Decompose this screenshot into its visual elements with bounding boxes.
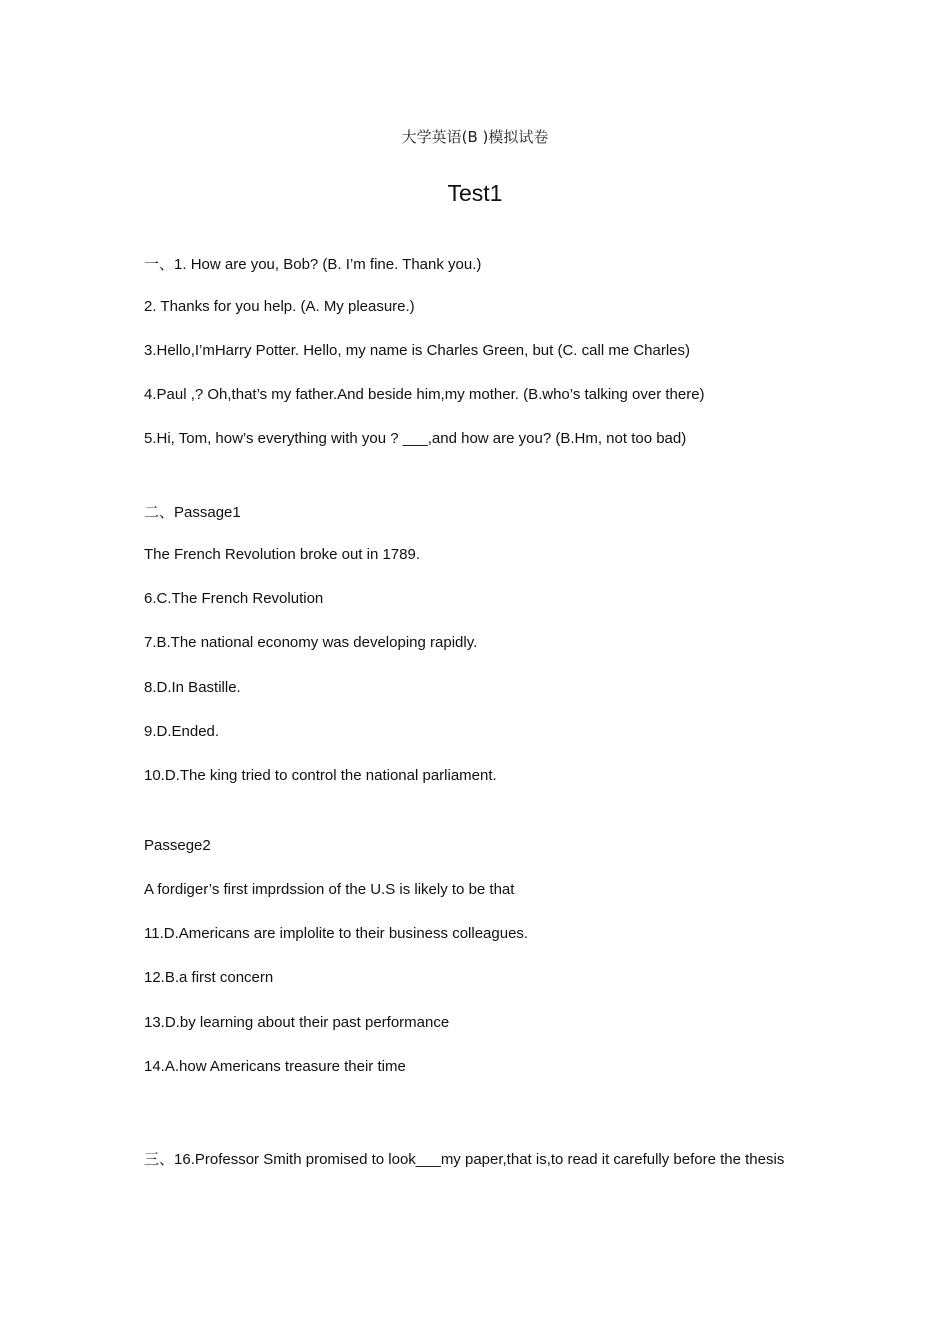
passage1-line-1: The French Revolution broke out in 1789.: [144, 546, 420, 563]
passage2-line-2: 11.D.Americans are implolite to their business colleagues.: [144, 925, 529, 942]
passage2-label: Passege2: [144, 837, 211, 854]
section3-item-16: [144, 1148, 784, 1169]
section1-item-5: 5.Hi, Tom, how’s everything with you ? ___,and how are you? (B.Hm, not too bad): [144, 430, 687, 447]
passage1-heading: [144, 501, 241, 522]
passage1-line-2: 6.C.The French Revolution: [144, 590, 324, 607]
passage1-line-3: 7.B.The national economy was developing rapidly.: [144, 634, 478, 651]
passage1-line-6: 10.D.The king tried to control the national parliament.: [144, 767, 497, 784]
section3-item-text: 16.Professor Smith promised to look___my paper,that is,to read it carefully before the thesis: [174, 1151, 785, 1168]
exam-subtitle: 大学英语(B )模拟试卷: [401, 128, 549, 146]
page-title: Test1: [447, 180, 503, 206]
section1-marker: 一、: [144, 255, 175, 273]
section1-item-1: [144, 253, 481, 274]
section3-marker: 三、: [144, 1150, 175, 1168]
passage2-line-4: 13.D.by learning about their past performance: [144, 1014, 450, 1031]
passage2-line-5: 14.A.how Americans treasure their time: [144, 1058, 406, 1075]
passage1-line-4: 8.D.In Bastille.: [144, 679, 241, 696]
passage1-line-5: 9.D.Ended.: [144, 723, 220, 740]
section1-item-text: 1. How are you, Bob? (B. I’m fine. Thank you.): [174, 256, 482, 273]
passage2-line-3: 12.B.a first concern: [144, 969, 274, 986]
section1-item-2: 2. Thanks for you help. (A. My pleasure.): [144, 298, 415, 315]
section1-item-3: 3.Hello,I’mHarry Potter. Hello, my name is Charles Green, but (C. call me Charles): [144, 342, 691, 359]
section1-item-4: 4.Paul ,? Oh,that’s my father.And beside him,my mother. (B.who’s talking over there): [144, 386, 705, 403]
section2-marker: 二、: [144, 503, 175, 521]
passage1-label: Passage1: [174, 504, 241, 521]
passage2-line-1: A fordiger’s first imprdssion of the U.S is likely to be that: [144, 881, 515, 898]
